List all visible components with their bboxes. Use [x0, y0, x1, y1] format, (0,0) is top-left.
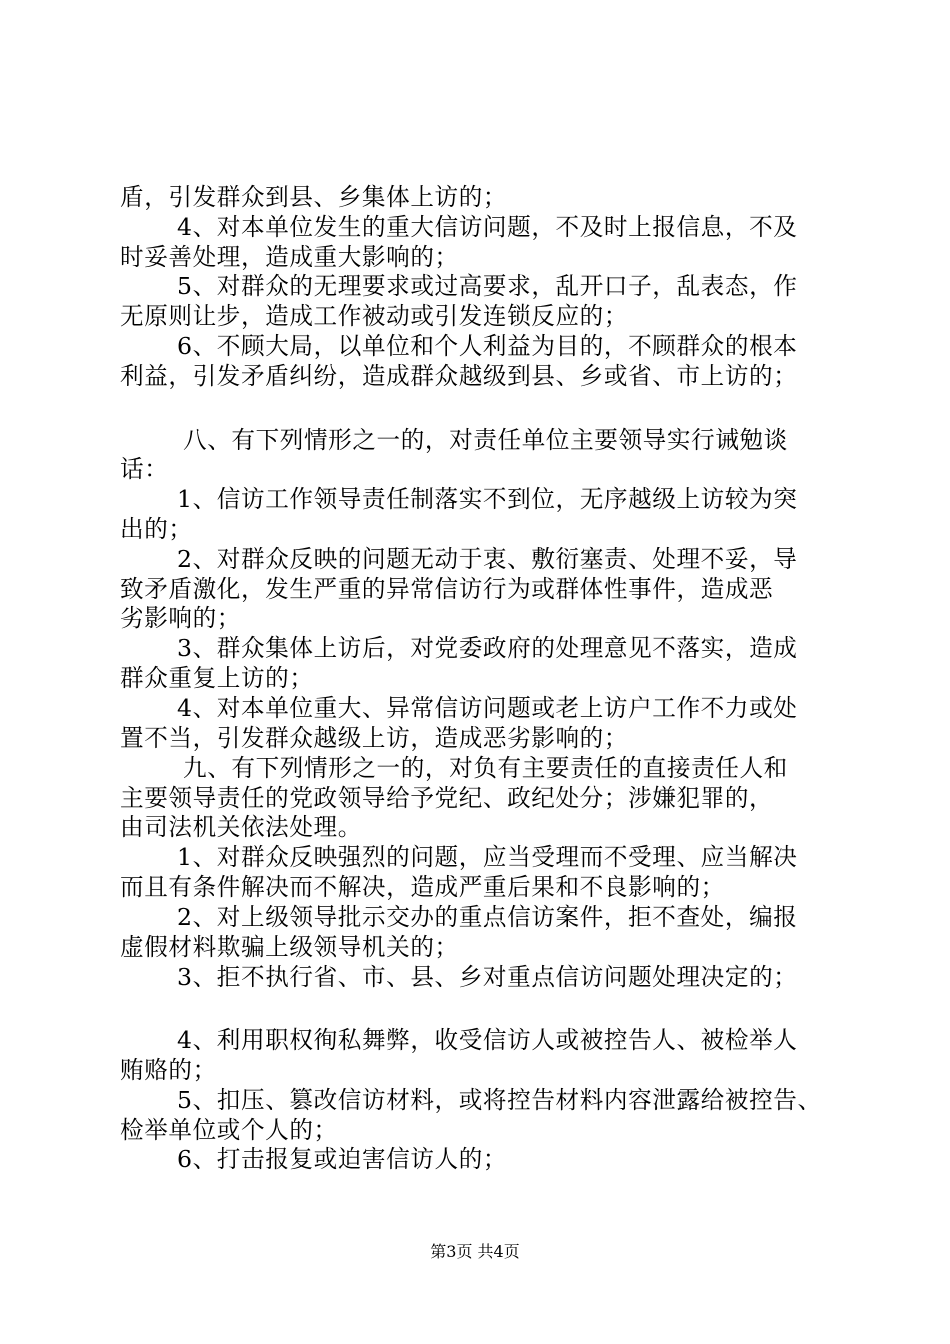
text-line: 而且有条件解决而不解决，造成严重后果和不良影响的； — [120, 873, 725, 901]
text-line: 盾，引发群众到县、乡集体上访的； — [120, 183, 508, 211]
text-line: 劣影响的； — [120, 604, 241, 632]
text-line: 由司法机关依法处理。 — [120, 813, 362, 841]
text-line: 利益，引发矛盾纠纷，造成群众越级到县、乡或省、市上访的； — [120, 362, 798, 390]
text-line: 话： — [120, 455, 169, 483]
text-line: 虚假材料欺骗上级领导机关的； — [120, 933, 459, 961]
section-heading: 九、有下列情形之一的，对负有主要责任的直接责任人和 — [183, 754, 788, 782]
text-line: 4、对本单位重大、异常信访问题或老上访户工作不力或处 — [177, 694, 798, 722]
text-line: 时妥善处理，造成重大影响的； — [120, 243, 459, 271]
text-line: 4、对本单位发生的重大信访问题，不及时上报信息，不及 — [177, 213, 798, 241]
section-heading: 八、有下列情形之一的，对责任单位主要领导实行诫勉谈 — [183, 426, 788, 454]
text-line: 5、扣压、篡改信访材料，或将控告材料内容泄露给被控告、 — [177, 1086, 822, 1114]
text-line: 1、信访工作领导责任制落实不到位，无序越级上访较为突 — [177, 485, 798, 513]
text-line: 无原则让步，造成工作被动或引发连锁反应的； — [120, 302, 629, 330]
text-line: 贿赂的； — [120, 1056, 217, 1084]
text-line: 1、对群众反映强烈的问题，应当受理而不受理、应当解决 — [177, 843, 798, 871]
text-line: 2、对群众反映的问题无动于衷、敷衍塞责、处理不妥，导 — [177, 545, 798, 573]
text-line: 6、打击报复或迫害信访人的； — [177, 1145, 508, 1173]
text-line: 2、对上级领导批示交办的重点信访案件，拒不查处，编报 — [177, 903, 798, 931]
text-line: 6、不顾大局，以单位和个人利益为目的，不顾群众的根本 — [177, 332, 798, 360]
text-line: 3、拒不执行省、市、县、乡对重点信访问题处理决定的； — [177, 963, 798, 991]
text-line: 主要领导责任的党政领导给予党纪、政纪处分；涉嫌犯罪的， — [120, 784, 774, 812]
text-line: 出的； — [120, 515, 193, 543]
page-footer: 第3页 共4页 — [430, 1242, 520, 1261]
text-line: 群众重复上访的； — [120, 664, 314, 692]
text-line: 致矛盾激化，发生严重的异常信访行为或群体性事件，造成恶 — [120, 575, 774, 603]
text-line: 检举单位或个人的； — [120, 1116, 338, 1144]
text-line: 4、利用职权徇私舞弊，收受信访人或被控告人、被检举人 — [177, 1026, 798, 1054]
text-line: 3、群众集体上访后，对党委政府的处理意见不落实，造成 — [177, 634, 798, 662]
text-line: 5、对群众的无理要求或过高要求，乱开口子，乱表态，作 — [177, 272, 798, 300]
text-line: 置不当，引发群众越级上访，造成恶劣影响的； — [120, 724, 629, 752]
